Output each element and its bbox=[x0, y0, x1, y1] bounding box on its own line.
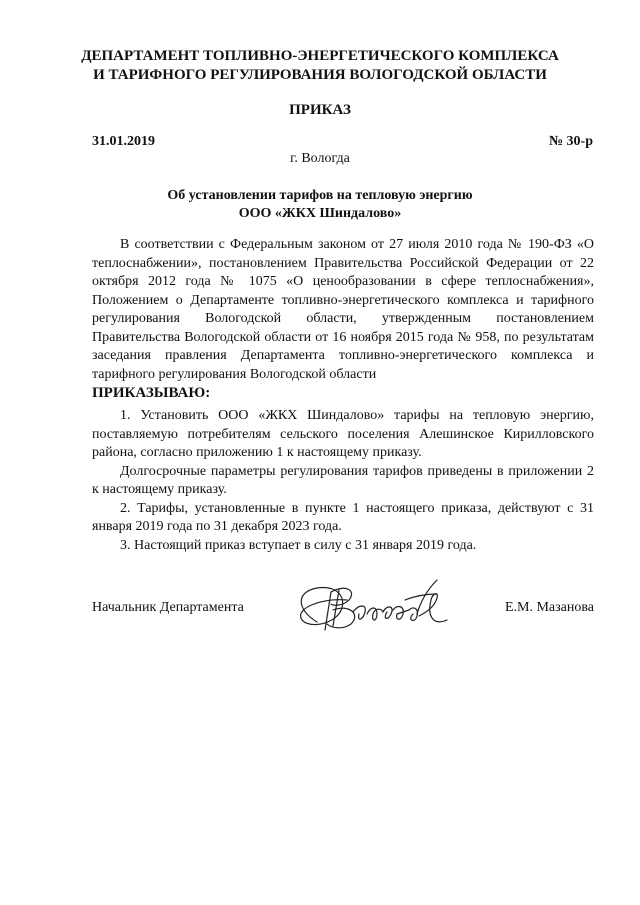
order-item-3: 3. Настоящий приказ вступает в силу с 31 января 2019 года. bbox=[120, 537, 477, 553]
document-number: № 30-р bbox=[548, 134, 593, 149]
order-item-1: 1. Установить ООО «ЖКХ Шиндалово» тарифы на тепловую энергию, поставляемую потребителям сельского поселения Алешинское Кирилловского района, согласно приложению 1 к настоящему приказу. bbox=[92, 408, 594, 460]
document-date: 31.01.2019 bbox=[92, 134, 155, 149]
order-item-2: 2. Тарифы, установленные в пункте 1 настоящего приказа, действуют с 31 января 2019 года по 31 декабря 2023 года. bbox=[92, 500, 594, 534]
order-item-1-params: Долгосрочные параметры регулирования тарифов приведены в приложении 2 к настоящему приказу. bbox=[92, 463, 594, 497]
signatory-name: Е.М. Мазанова bbox=[504, 600, 594, 615]
department-header-line2: И ТАРИФНОГО РЕГУЛИРОВАНИЯ ВОЛОГОДСКОЙ ОБЛАСТИ bbox=[93, 67, 547, 83]
order-items bbox=[92, 407, 594, 555]
subject-line1: Об установлении тарифов на тепловую энергию bbox=[167, 188, 473, 203]
order-word: ПРИКАЗЫВАЮ: bbox=[92, 385, 211, 401]
signature-block bbox=[92, 597, 594, 637]
signatory-position: Начальник Департамента bbox=[92, 600, 244, 615]
handwritten-signature bbox=[287, 570, 472, 640]
document-type: ПРИКАЗ bbox=[289, 102, 351, 118]
department-header-line1: ДЕПАРТАМЕНТ ТОПЛИВНО-ЭНЕРГЕТИЧЕСКОГО КОМПЛЕКСА bbox=[81, 48, 559, 64]
preamble-paragraph: В соответствии с Федеральным законом от 27 июля 2010 года № 190-ФЗ «О теплоснабжении», постановлением Правительства Российской Федерации от 22 октября 2012 года № 1075 «О ценообразовании в сфере теплоснабжения», Положением о Департаменте топливно-энергетического комплекса и тарифного регулирования Вологодской области, утвержденным постановлением Правительства Вологодской области от 16 ноября 2015 года № 958, по результатам заседания правления Департамента топливно-энергетического комплекса и тарифного регулирования Вологодской области bbox=[92, 237, 594, 382]
subject-line2: ООО «ЖКХ Шиндалово» bbox=[238, 206, 402, 221]
preamble-block bbox=[92, 236, 594, 402]
document-city: г. Вологда bbox=[290, 151, 350, 166]
